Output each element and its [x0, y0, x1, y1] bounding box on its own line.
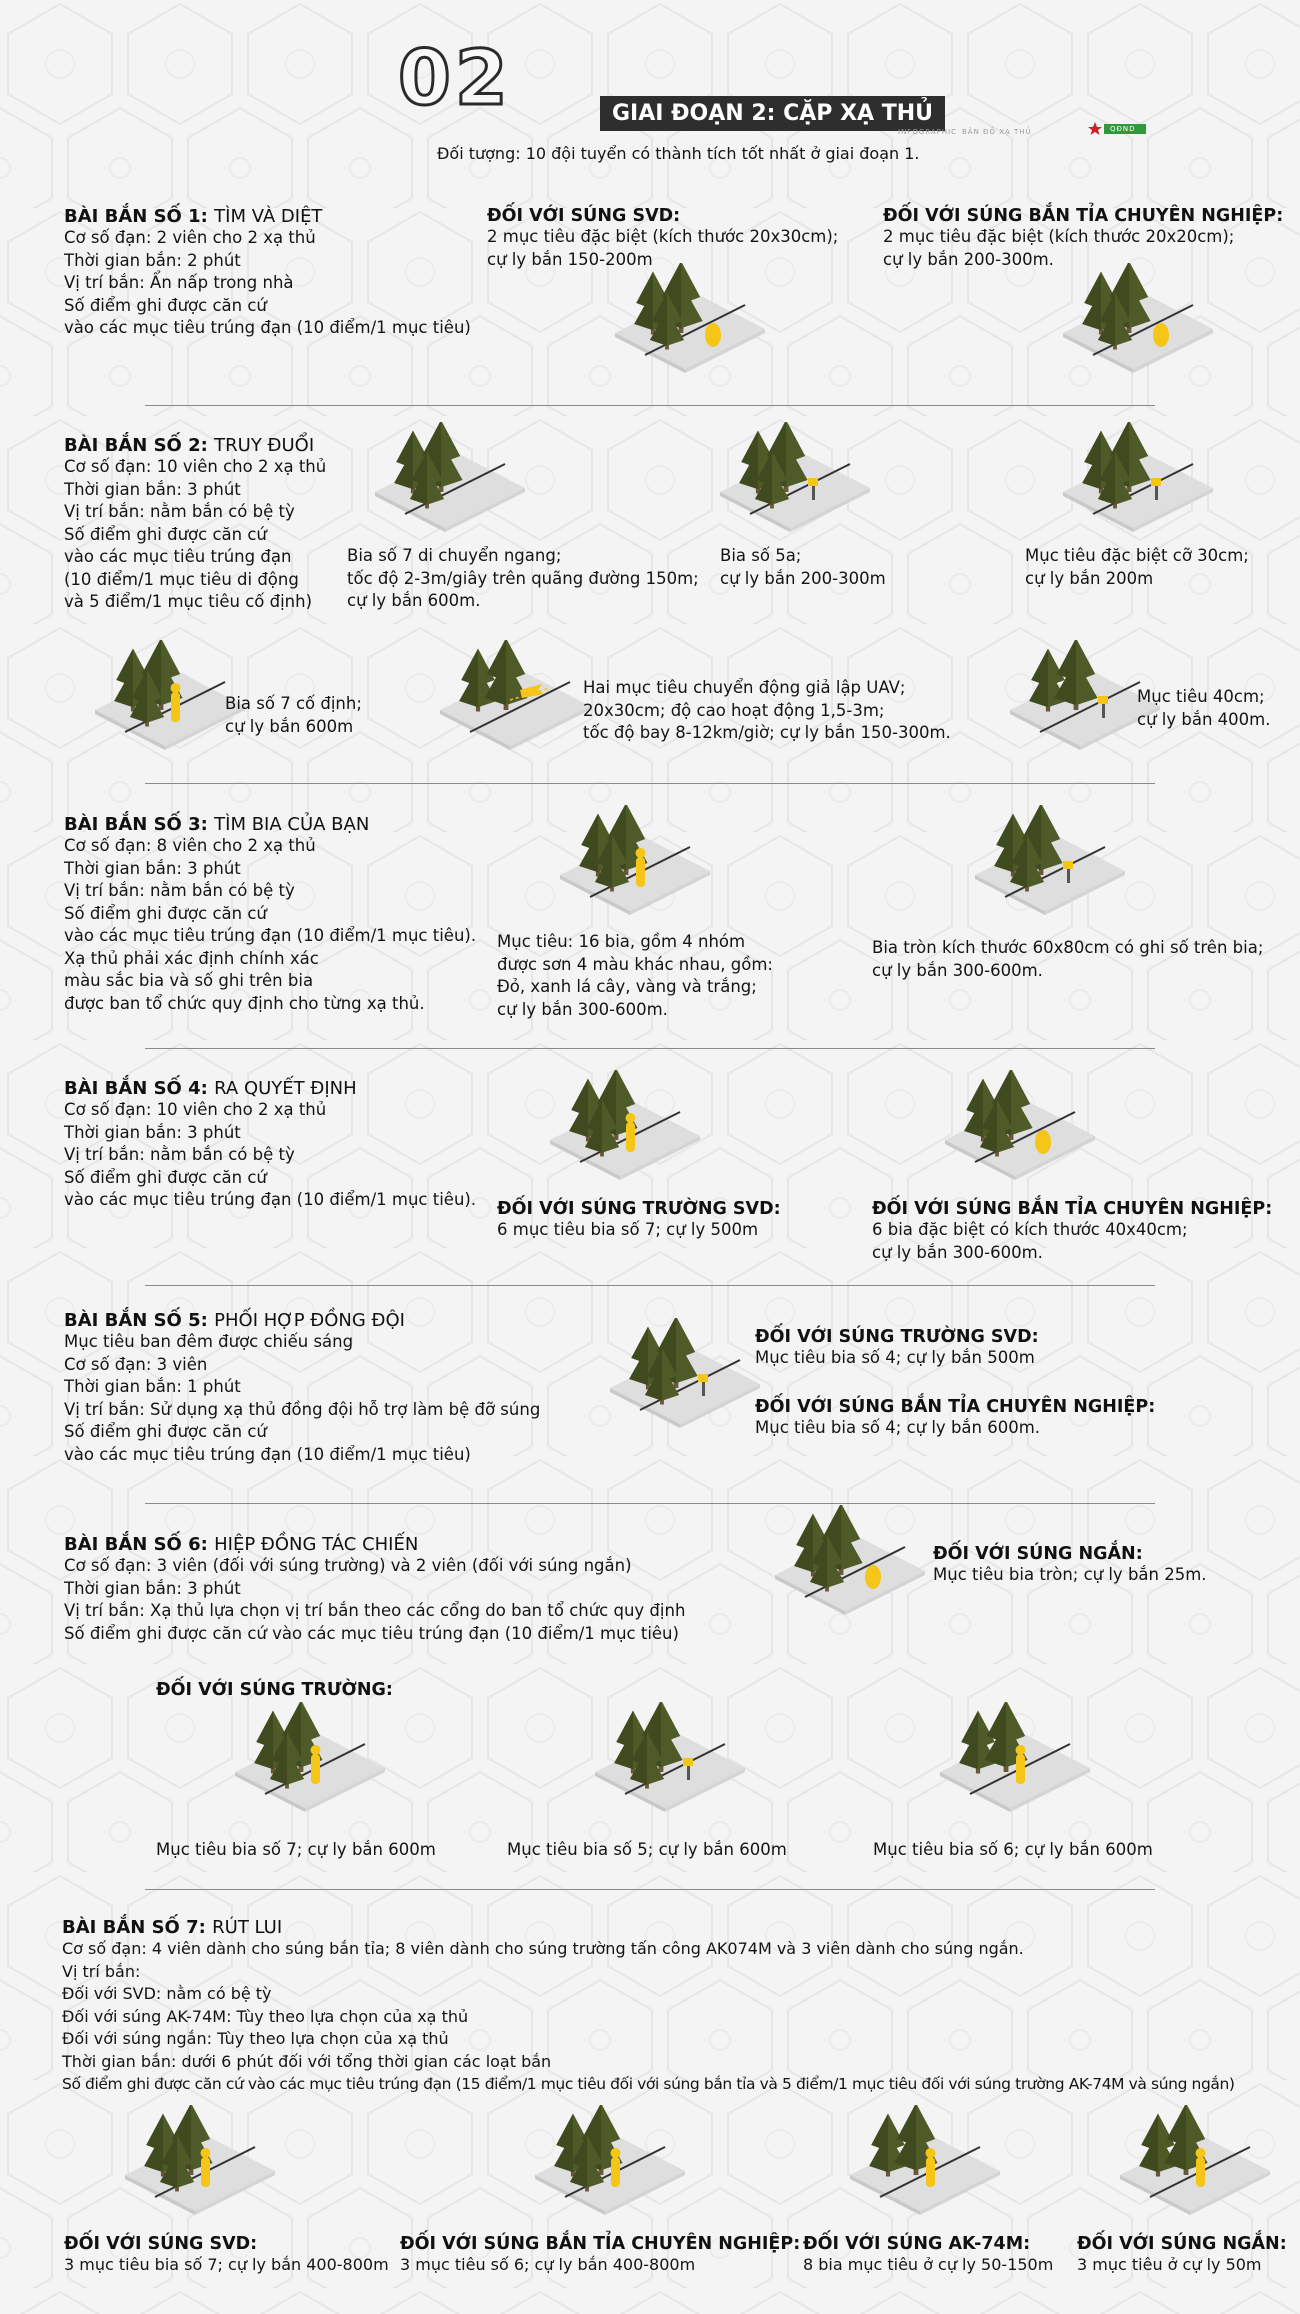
- exercise-2-line: (10 điểm/1 mục tiêu di động: [64, 569, 299, 589]
- exercise-7-pro: [400, 2234, 800, 2277]
- exercise-7-line: Đối với SVD: nằm có bệ tỳ: [62, 1984, 272, 2003]
- exercise-3-line: Xạ thủ phải xác định chính xác: [64, 948, 319, 968]
- exercise-5-line: Vị trí bắn: Sử dụng xạ thủ đồng đội hỗ trợ làm bệ đỡ súng: [64, 1399, 541, 1419]
- exercise-6-line: Cơ số đạn: 3 viên (đối với súng trường) và 2 viên (đối với súng ngắn): [64, 1556, 632, 1575]
- exercise-6-caption-a: Mục tiêu bia số 7; cự ly bắn 600m: [156, 1840, 436, 1859]
- pro-sniper-line: 2 mục tiêu đặc biệt (kích thước 20x20cm);: [883, 227, 1235, 246]
- range-scene-svg: [925, 1070, 1105, 1190]
- range-scene-svg: [1043, 263, 1223, 383]
- range-scene-illustration: [755, 1505, 935, 1630]
- logo-text: QĐND: [1110, 125, 1136, 133]
- section-divider: [145, 1285, 1155, 1286]
- range-scene-illustration: [355, 422, 535, 547]
- exercise-3-caption-a: [497, 931, 773, 1021]
- caption-line: Đỏ, xanh lá cây, vàng và trắng;: [497, 977, 757, 996]
- range-scene-svg: [575, 1702, 755, 1822]
- exercise-4-pro: [872, 1199, 1272, 1264]
- exercise-2-caption-a: [347, 545, 699, 613]
- svd-line: 6 mục tiêu bia số 7; cự ly 500m: [497, 1220, 759, 1239]
- range-scene-svg: [955, 805, 1135, 925]
- pro-sniper-heading: ĐỐI VỚI SÚNG BẮN TỈA CHUYÊN NGHIỆP:: [872, 1199, 1273, 1219]
- range-scene-illustration: [515, 2105, 695, 2230]
- caption-line: Mục tiêu 40cm;: [1137, 687, 1265, 706]
- exercise-1-line: Vị trí bắn: Ẩn nấp trong nhà: [64, 273, 294, 292]
- exercise-5-line: Mục tiêu ban đêm được chiếu sáng: [64, 1332, 354, 1351]
- caption-line: tốc độ 2-3m/giây trên quãng đường 150m;: [347, 568, 699, 588]
- range-scene-illustration: [700, 422, 880, 547]
- range-scene-svg: [215, 1702, 395, 1822]
- exercise-2-line: Cơ số đạn: 10 viên cho 2 xạ thủ: [64, 457, 327, 476]
- exercise-4-svd: [497, 1199, 781, 1242]
- pistol-heading: ĐỐI VỚI SÚNG NGẮN:: [933, 1544, 1143, 1564]
- exercise-2-line: Số điểm ghi được căn cứ: [64, 524, 267, 544]
- range-scene-svg: [920, 1702, 1100, 1822]
- section-divider: [145, 1048, 1155, 1049]
- range-scene-illustration: [920, 1702, 1100, 1827]
- exercise-3-title: BÀI BẮN SỐ 3: TÌM BIA CỦA BẠN: [64, 814, 370, 835]
- caption-line: cự ly bắn 300-600m.: [497, 999, 668, 1019]
- caption-line: Mục tiêu: 16 bia, gồm 4 nhóm: [497, 932, 746, 951]
- range-scene-svg: [515, 2105, 695, 2225]
- exercise-1-line: Cơ số đạn: 2 viên cho 2 xạ thủ: [64, 228, 316, 247]
- exercise-1-svd: [487, 206, 838, 271]
- range-scene-illustration: [595, 263, 775, 388]
- svd-line: 3 mục tiêu bia số 7; cự ly bắn 400-800m: [64, 2255, 389, 2274]
- range-scene-illustration: [830, 2105, 1010, 2230]
- exercise-4-line: Vị trí bắn: nằm bắn có bệ tỳ: [64, 1145, 295, 1164]
- ak-heading: ĐỐI VỚI SÚNG AK-74M:: [803, 2234, 1031, 2254]
- range-scene-svg: [1100, 2105, 1280, 2225]
- target-audience-subtitle: Đối tượng: 10 đội tuyển có thành tích tốt nhất ở giai đoạn 1.: [437, 144, 920, 163]
- pro-sniper-line: 3 mục tiêu số 6; cự ly bắn 400-800m: [400, 2255, 696, 2274]
- pistol-line: Mục tiêu bia tròn; cự ly bắn 25m.: [933, 1565, 1207, 1584]
- caption-line: Mục tiêu đặc biệt cỡ 30cm;: [1025, 546, 1249, 565]
- infographic-tag: INFOGRAPHIC: [898, 128, 958, 136]
- ak-line: 8 bia mục tiêu ở cự ly 50-150m: [803, 2255, 1054, 2274]
- exercise-6-title: BÀI BẮN SỐ 6: HIỆP ĐỒNG TÁC CHIẾN: [64, 1534, 419, 1555]
- range-scene-svg: [530, 1070, 710, 1190]
- range-scene-illustration: [215, 1702, 395, 1827]
- exercise-3-line: Số điểm ghi được căn cứ: [64, 903, 267, 923]
- exercise-5-block: [64, 1310, 540, 1466]
- pro-sniper-heading: ĐỐI VỚI SÚNG BẮN TỈA CHUYÊN NGHIỆP:: [883, 206, 1284, 226]
- caption-line: Bia số 7 di chuyển ngang;: [347, 546, 562, 565]
- exercise-6-line: Thời gian bắn: 3 phút: [64, 1578, 241, 1598]
- range-scene-illustration: [105, 2105, 285, 2230]
- pro-sniper-heading: ĐỐI VỚI SÚNG BẮN TỈA CHUYÊN NGHIỆP:: [755, 1397, 1156, 1417]
- exercise-5-line: Thời gian bắn: 1 phút: [64, 1377, 241, 1396]
- exercise-6-caption-c: Mục tiêu bia số 6; cự ly bắn 600m: [873, 1840, 1153, 1859]
- exercise-1-line: Số điểm ghi được căn cứ: [64, 295, 267, 315]
- exercise-2-caption-d: [225, 693, 362, 738]
- svd-line: cự ly bắn 150-200m: [487, 249, 653, 269]
- exercise-6-block: [64, 1534, 685, 1645]
- exercise-2-caption-e: [583, 677, 951, 745]
- exercise-5-line: vào các mục tiêu trúng đạn (10 điểm/1 mục tiêu): [64, 1444, 471, 1464]
- svd-heading: ĐỐI VỚI SÚNG SVD:: [64, 2234, 258, 2254]
- exercise-7-line: Vị trí bắn:: [62, 1961, 141, 1981]
- exercise-6-line: Số điểm ghi được căn cứ vào các mục tiêu trúng đạn (10 điểm/1 mục tiêu): [64, 1623, 679, 1643]
- exercise-3-line: màu sắc bia và số ghi trên bia: [64, 971, 314, 990]
- caption-line: được sơn 4 màu khác nhau, gồm:: [497, 954, 773, 974]
- exercise-5-line: Số điểm ghi được căn cứ: [64, 1422, 267, 1441]
- caption-line: cự ly bắn 300-600m.: [872, 960, 1043, 980]
- caption-line: Bia số 7 cố định;: [225, 694, 362, 713]
- caption-line: cự ly bắn 600m.: [347, 591, 481, 610]
- section-divider: [145, 783, 1155, 784]
- svd-heading: ĐỐI VỚI SÚNG TRƯỜNG SVD:: [755, 1327, 1039, 1347]
- range-scene-svg: [700, 422, 880, 542]
- range-scene-svg: [755, 1505, 935, 1625]
- exercise-1-line: vào các mục tiêu trúng đạn (10 điểm/1 mục tiêu): [64, 318, 471, 337]
- caption-line: tốc độ bay 8-12km/giờ; cự ly bắn 150-300m.: [583, 723, 951, 742]
- range-scene-illustration: [1100, 2105, 1280, 2230]
- exercise-3-line: Thời gian bắn: 3 phút: [64, 858, 241, 878]
- exercise-2-caption-c: [1025, 545, 1249, 590]
- range-scene-svg: [590, 1318, 770, 1438]
- exercise-2-line: vào các mục tiêu trúng đạn: [64, 547, 292, 566]
- stage-number: 02: [398, 33, 512, 122]
- exercise-5-title: BÀI BẮN SỐ 5: PHỐI HỢP ĐỒNG ĐỘI: [64, 1310, 405, 1331]
- event-tag: BẢN ĐỒ XẠ THỦ: [962, 128, 1032, 136]
- caption-line: Bia tròn kích thước 60x80cm có ghi số trên bia;: [872, 938, 1264, 957]
- caption-line: Bia số 5a;: [720, 546, 802, 565]
- exercise-6-rifle-heading: ĐỐI VỚI SÚNG TRƯỜNG:: [156, 1680, 393, 1700]
- exercise-4-line: Cơ số đạn: 10 viên cho 2 xạ thủ: [64, 1100, 327, 1119]
- pistol-line: 3 mục tiêu ở cự ly 50m: [1077, 2255, 1262, 2274]
- exercise-1-title: BÀI BẮN SỐ 1: TÌM VÀ DIỆT: [64, 206, 323, 227]
- svd-heading: ĐỐI VỚI SÚNG TRƯỜNG SVD:: [497, 1199, 781, 1219]
- section-divider: [145, 1503, 1155, 1504]
- exercise-4-line: Thời gian bắn: 3 phút: [64, 1122, 241, 1142]
- exercise-7-line: Thời gian bắn: dưới 6 phút đối với tổng thời gian các loạt bắn: [62, 2051, 552, 2071]
- range-scene-svg: [1043, 422, 1223, 542]
- exercise-7-line: Đối với súng AK-74M: Tùy theo lựa chọn của xạ thủ: [62, 2006, 469, 2026]
- pro-sniper-line: 6 bia đặc biệt có kích thước 40x40cm;: [872, 1220, 1188, 1239]
- exercise-3-line: được ban tổ chức quy định cho từng xạ thủ.: [64, 993, 425, 1013]
- exercise-5-pro: [755, 1397, 1155, 1440]
- range-scene-illustration: [575, 1702, 755, 1827]
- range-scene-svg: [540, 805, 720, 925]
- exercise-4-block: [64, 1078, 476, 1212]
- exercise-7-ak: [803, 2234, 1053, 2277]
- pro-sniper-line: cự ly bắn 200-300m.: [883, 249, 1054, 269]
- exercise-4-line: vào các mục tiêu trúng đạn (10 điểm/1 mục tiêu).: [64, 1190, 477, 1209]
- stage-title-banner: GIAI ĐOẠN 2: CẶP XẠ THỦ: [600, 96, 945, 131]
- exercise-7-svd: [64, 2234, 389, 2277]
- pistol-heading: ĐỐI VỚI SÚNG NGẮN:: [1077, 2234, 1287, 2254]
- pro-sniper-line: Mục tiêu bia số 4; cự ly bắn 600m.: [755, 1418, 1041, 1437]
- exercise-1-pro: [883, 206, 1283, 271]
- exercise-3-block: [64, 814, 476, 1015]
- range-scene-illustration: [590, 1318, 770, 1443]
- exercise-5-svd: [755, 1327, 1039, 1370]
- exercise-1-block: [64, 206, 471, 340]
- pro-sniper-heading: ĐỐI VỚI SÚNG BẮN TỈA CHUYÊN NGHIỆP:: [400, 2234, 801, 2254]
- svd-line: 2 mục tiêu đặc biệt (kích thước 20x30cm);: [487, 227, 839, 246]
- range-scene-illustration: [530, 1070, 710, 1195]
- exercise-2-caption-f: [1137, 686, 1270, 731]
- section-divider: [145, 1889, 1155, 1890]
- newspaper-logo: [1088, 121, 1148, 137]
- caption-line: cự ly bắn 600m: [225, 716, 354, 736]
- svd-heading: ĐỐI VỚI SÚNG SVD:: [487, 206, 681, 226]
- caption-line: cự ly bắn 200m: [1025, 568, 1154, 588]
- exercise-6-line: Vị trí bắn: Xạ thủ lựa chọn vị trí bắn theo các cổng do ban tổ chức quy định: [64, 1601, 686, 1620]
- exercise-7-line: Đối với súng ngắn: Tùy theo lựa chọn của xạ thủ: [62, 2029, 449, 2048]
- exercise-7-block: [62, 1917, 1235, 2096]
- exercise-3-caption-b: [872, 937, 1263, 982]
- range-scene-illustration: [925, 1070, 1105, 1195]
- exercise-4-line: Số điểm ghi được căn cứ: [64, 1167, 267, 1187]
- exercise-3-line: Vị trí bắn: nằm bắn có bệ tỳ: [64, 881, 295, 900]
- pro-sniper-line: cự ly bắn 300-600m.: [872, 1242, 1043, 1262]
- exercise-5-line: Cơ số đạn: 3 viên: [64, 1354, 208, 1374]
- range-scene-svg: [830, 2105, 1010, 2225]
- range-scene-illustration: [1043, 263, 1223, 388]
- section-divider: [145, 405, 1155, 406]
- range-scene-illustration: [955, 805, 1135, 930]
- exercise-2-line: và 5 điểm/1 mục tiêu cố định): [64, 592, 313, 611]
- exercise-2-block: [64, 435, 326, 614]
- caption-line: Hai mục tiêu chuyển động giả lập UAV;: [583, 678, 906, 697]
- exercise-2-caption-b: [720, 545, 886, 590]
- range-scene-illustration: [540, 805, 720, 930]
- exercise-7-pistol: [1077, 2234, 1287, 2277]
- caption-line: cự ly bắn 400m.: [1137, 709, 1271, 729]
- exercise-3-line: Cơ số đạn: 8 viên cho 2 xạ thủ: [64, 836, 316, 855]
- exercise-7-line: Số điểm ghi được căn cứ vào các mục tiêu trúng đạn (15 điểm/1 mục tiêu đối với súng bắn tỉa và 5 điểm/1 mục tiêu đối với súng trường AK-74M và súng ngắn): [62, 2075, 1235, 2093]
- exercise-7-title: BÀI BẮN SỐ 7: RÚT LUI: [62, 1917, 283, 1938]
- exercise-4-title: BÀI BẮN SỐ 4: RA QUYẾT ĐỊNH: [64, 1078, 357, 1099]
- caption-line: 20x30cm; độ cao hoạt động 1,5-3m;: [583, 700, 885, 720]
- range-scene-svg: [595, 263, 775, 383]
- caption-line: cự ly bắn 200-300m: [720, 568, 886, 588]
- range-scene-svg: [355, 422, 535, 542]
- exercise-2-line: Thời gian bắn: 3 phút: [64, 479, 241, 499]
- range-scene-illustration: [420, 640, 600, 765]
- exercise-6-caption-b: Mục tiêu bia số 5; cự ly bắn 600m: [507, 1840, 787, 1859]
- exercise-2-title: BÀI BẮN SỐ 2: TRUY ĐUỔI: [64, 435, 315, 456]
- exercise-6-pistol: [933, 1544, 1207, 1587]
- range-scene-svg: [420, 640, 600, 760]
- exercise-7-line: Cơ số đạn: 4 viên dành cho súng bắn tỉa; 8 viên dành cho súng trường tấn công AK074M và 3 viên dành cho súng ngắn.: [62, 1939, 1024, 1958]
- range-scene-illustration: [1043, 422, 1223, 547]
- exercise-3-line: vào các mục tiêu trúng đạn (10 điểm/1 mục tiêu).: [64, 926, 477, 945]
- exercise-2-line: Vị trí bắn: nằm bắn có bệ tỳ: [64, 502, 295, 521]
- range-scene-svg: [105, 2105, 285, 2225]
- svd-line: Mục tiêu bia số 4; cự ly bắn 500m: [755, 1348, 1035, 1367]
- exercise-1-line: Thời gian bắn: 2 phút: [64, 250, 241, 270]
